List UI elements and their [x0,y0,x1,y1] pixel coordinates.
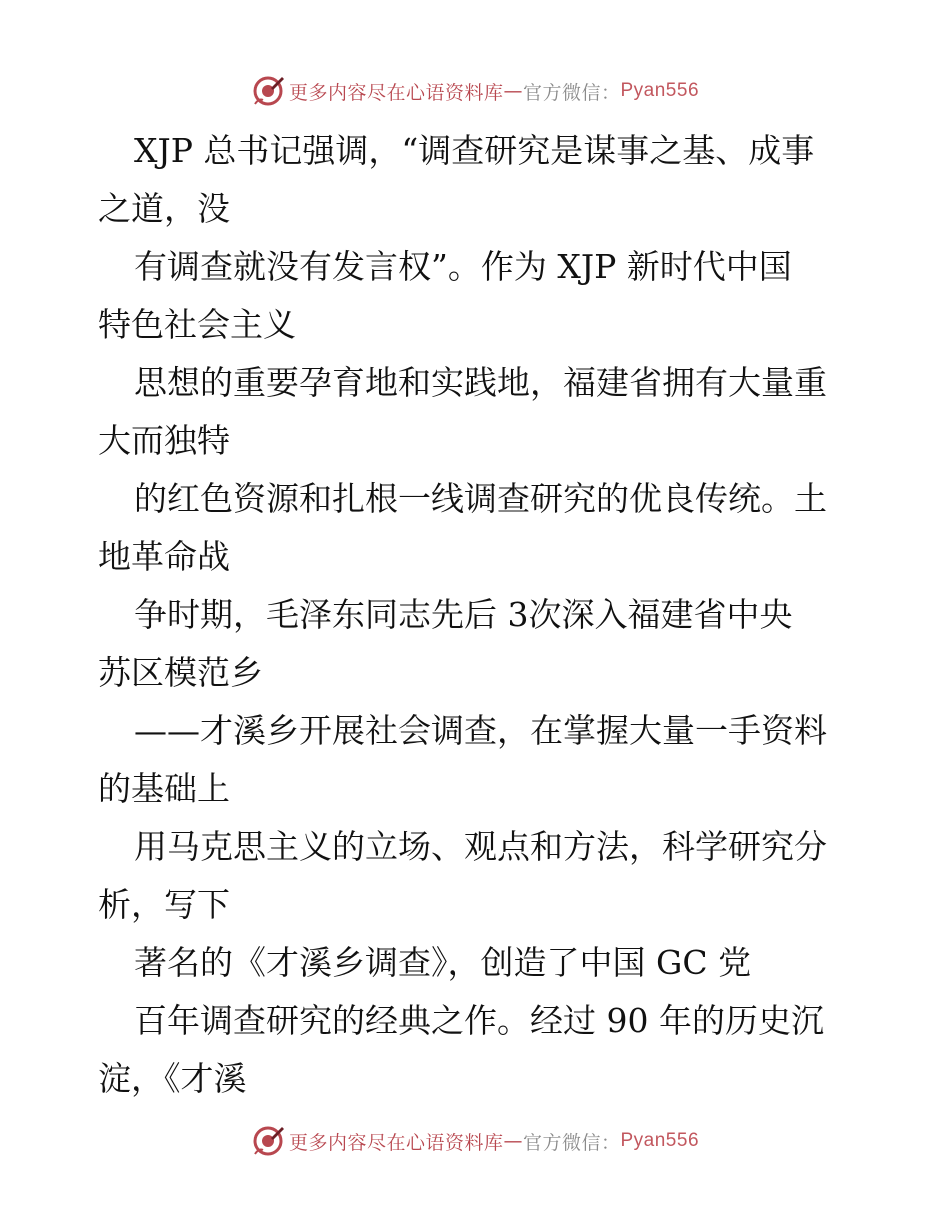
text-line: 特色社会主义 [98,305,296,344]
banner-label: 官方微信： [522,1131,621,1154]
banner-label: 官方微信： [522,81,621,104]
text-line: XJP 总书记强调，“调查研究是谋事之基、成事 [134,131,815,170]
text-line: 用马克思主义的立场、观点和方法，科学研究分 [134,827,827,866]
text-line: 之道，没 [98,189,230,228]
text-line: 有调查就没有发言权”。作为 XJP 新时代中国 [134,247,792,286]
text-line: 地革命战 [98,537,230,576]
pen-logo-icon [251,1124,285,1158]
banner-dash: — [503,80,523,102]
document-body [98,122,858,1108]
text-line: 思想的重要孕育地和实践地，福建省拥有大量重 [134,363,827,402]
text-line: 的基础上 [98,769,230,808]
banner-wechat-id: Pyan556 [620,1130,700,1151]
text-line: 的红色资源和扎根一线调查研究的优良传统。土 [134,479,827,518]
text-line: 争时期，毛泽东同志先后 3次深入福建省中央 [134,595,793,634]
banner-main-text: 更多内容尽在心语资料库 [288,81,504,104]
text-line: 百年调查研究的经典之作。经过 90 年的历史沉 [134,1001,824,1040]
text-line: ——才溪乡开展社会调查，在掌握大量一手资料 [134,711,827,750]
pen-logo-icon [251,74,285,108]
header-watermark [0,71,950,111]
banner-main-text: 更多内容尽在心语资料库 [288,1131,504,1154]
banner-wechat-id: Pyan556 [620,80,700,101]
banner-dash: — [503,1130,523,1152]
text-line: 淀，《才溪 [98,1059,247,1098]
text-line: 苏区模范乡 [98,653,263,692]
text-line: 著名的《才溪乡调查》，创造了中国 GC 党 [134,943,752,982]
text-line: 析，写下 [98,885,230,924]
footer-watermark [0,1121,950,1161]
text-line: 大而独特 [98,421,230,460]
